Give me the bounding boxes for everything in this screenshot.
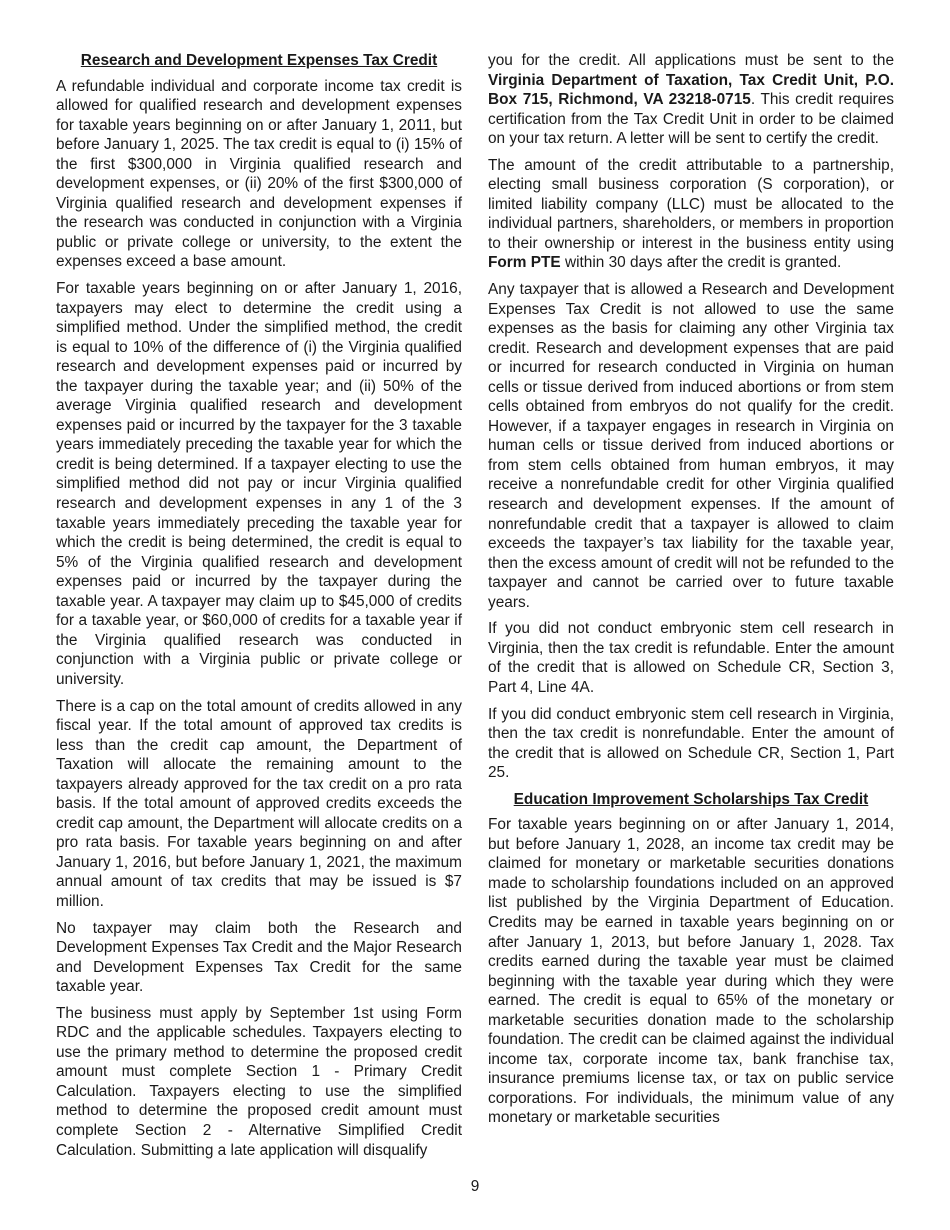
- tax-credit-unit-address: Virginia Department of Taxation, Tax Credit Unit, P.O. Box 715, Richmond, VA 23218-0715: [488, 71, 894, 109]
- form-pte-reference: Form PTE: [488, 254, 561, 272]
- rd-paragraph-7: [488, 156, 894, 273]
- rd-paragraph-5: The business must apply by September 1st using Form RDC and the applicable schedules. Taxpayers electing to use the primary method to determine the proposed credit amount must complete Section 1 - Primary Credit Calculation. Taxpayers electing to use the simplified method to determine the proposed credit amount must complete Section 2 - Alternative Simplified Credit Calculation. Submitting a late application will disqualify: [56, 1004, 462, 1159]
- rd-paragraph-8: Any taxpayer that is allowed a Research and Development Expenses Tax Credit is not allowed to use the same expenses as the basis for claiming any other Virginia tax credit. Research and development expenses that are paid or incurred for research conducted in Virginia on human cells or tissue derived from induced abortions or from stem cells obtained from embryos do not qualify for the credit. However, if a taxpayer engages in research in Virginia on human cells or tissue derived from induced abortions or from stem cells obtained from human embryos, it may receive a nonrefundable credit for other Virginia qualified research and development expenses. If the amount of nonrefundable credit that a taxpayer is allowed to claim exceeds the taxpayer’s tax liability for the taxable year, then the excess amount of credit will not be refunded to the taxpayer and cannot be carried over to future taxable years.: [488, 281, 894, 611]
- rd-paragraph-6-start: you for the credit. All applications must be sent to the: [488, 52, 894, 69]
- rd-paragraph-4: No taxpayer may claim both the Research and Development Expenses Tax Credit and the Major Research and Development Expenses Tax Credit for the same taxable year.: [56, 919, 462, 996]
- rd-paragraph-6-end: . This credit requires certification from the Tax Credit Unit in order to be claimed on your tax return. A letter will be sent to certify the credit.: [488, 91, 895, 148]
- rd-paragraph-9: If you did not conduct embryonic stem cell research in Virginia, then the tax credit is refundable. Enter the amount of the credit that is allowed on Schedule CR, Section 3, Part 4, Line 4A.: [488, 620, 894, 696]
- right-column: [488, 51, 894, 1135]
- rd-paragraph-3: There is a cap on the total amount of credits allowed in any fiscal year. If the total amount of approved tax credits is less than the credit cap amount, the Department of Taxation will allocate the remaining amount to the taxpayers already approved for the tax credit on a pro rata basis. If the total amount of approved credits exceeds the credit cap amount, the Department will allocate credits on a pro rata basis. For taxable years beginning on and after January 1, 2016, but before January 1, 2021, the maximum annual amount of tax credits that may be issued is $7 million.: [56, 697, 462, 910]
- rd-paragraph-7-end: within 30 days after the credit is granted.: [560, 254, 842, 272]
- education-paragraph-1: For taxable years beginning on or after January 1, 2014, but before January 1, 2028, an income tax credit may be claimed for monetary or marketable securities donations made to scholarship foundations included on an approved list published by the Virginia Department of Education. Credits may be earned in taxable years beginning on or after January 1, 2013, but before January 1, 2028. Tax credits earned during the taxable year must be claimed beginning with the taxable year during which they were earned. The credit is equal to 65% of the monetary or marketable securities donation made to the scholarship foundation. The credit can be claimed against the individual income tax, corporate income tax, bank franchise tax, insurance premiums license tax, or tax on public service corporations. For individuals, the minimum value of any monetary or marketable securities: [488, 816, 894, 1127]
- left-column: [56, 51, 462, 1167]
- rd-paragraph-7-start: The amount of the credit attributable to a partnership, electing small business corporation (S corporation), or limited liability company (LLC) must be allocated to the individual partners, shareholders, or members in proportion to their ownership or interest in the business entity using: [488, 156, 894, 252]
- rd-paragraph-1: A refundable individual and corporate income tax credit is allowed for qualified research and development expenses for taxable years beginning on or after January 1, 2011, but before January 1, 2025. The tax credit is equal to (i) 15% of the first $300,000 in Virginia qualified research and development expenses, or (ii) 20% of the first $300,000 of Virginia qualified research and development expenses if the research was conducted in conjunction with a Virginia public or private college or university, to the extent the expenses exceed a base amount.: [56, 77, 462, 271]
- rd-paragraph-6: [488, 51, 894, 149]
- rd-paragraph-2: For taxable years beginning on or after January 1, 2016, taxpayers may elect to determine the credit using a simplified method. Under the simplified method, the credit is equal to 10% of the difference of (i) the Virginia qualified research and development expenses paid or incurred by the taxpayer during the taxable year; and (ii) 50% of the average Virginia qualified research and development expenses paid or incurred by the taxpayer for the 3 taxable years immediately preceding the taxable year for which the credit is being determined. If a taxpayer electing to use the simplified method did not pay or incur Virginia qualified research and development expenses in any 1 of the 3 taxable years immediately preceding the taxable year for which the credit is being determined, the credit is equal to 5% of the Virginia qualified research and development expenses paid or incurred by the taxpayer during the taxable year. A taxpayer may claim up to $45,000 of credits for a taxable year, or $60,000 of credits for a taxable year if the Virginia qualified research was conducted in conjunction with a Virginia public or private college or university.: [56, 280, 462, 688]
- rd-paragraph-10: If you did conduct embryonic stem cell research in Virginia, then the tax credit is nonrefundable. Enter the amount of the credit that is allowed on Schedule CR, Section 1, Part 25.: [488, 705, 894, 782]
- rd-tax-credit-heading: Research and Development Expenses Tax Credit: [80, 52, 438, 69]
- education-scholarships-heading: Education Improvement Scholarships Tax Credit: [513, 790, 869, 808]
- page-number: 9: [470, 1178, 480, 1195]
